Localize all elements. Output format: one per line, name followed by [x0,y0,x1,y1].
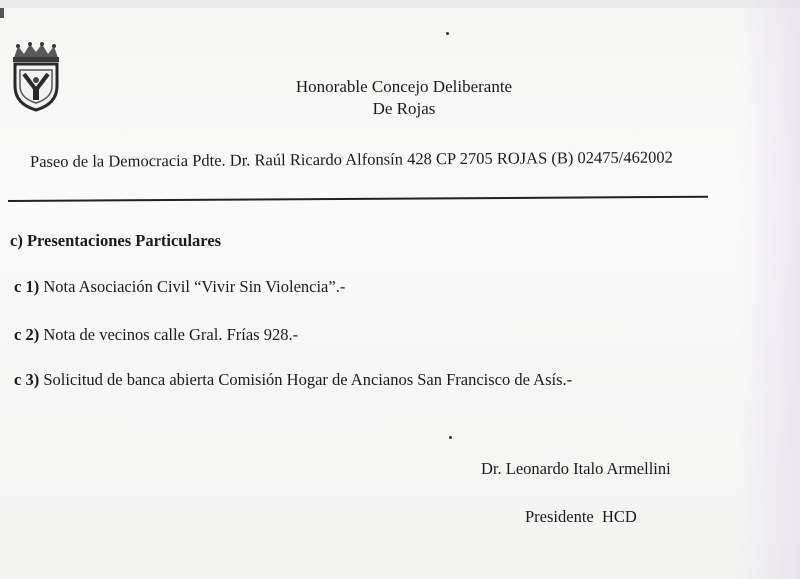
item-label: c 1) [14,277,40,296]
item-label: c 3) [14,370,40,389]
scan-top-edge [0,0,800,8]
item-label: c 2) [14,325,40,344]
scan-corner-mark [0,8,4,18]
section-heading: c) Presentaciones Particulares [10,231,222,250]
item-text: Solicitud de banca abierta Comisión Hogar de Ancianos San Francisco de Asís.- [39,370,573,389]
list-item [14,370,572,390]
institution-city: De Rojas [372,99,436,118]
item-text: Nota de vecinos calle Gral. Frías 928.- [39,325,299,344]
institution-name: Honorable Concejo Deliberante [295,77,513,96]
list-item [14,325,298,345]
institution-heading [0,76,800,120]
address-line: Paseo de la Democracia Pdte. Dr. Raúl Ricardo Alfonsín 428 CP 2705 ROJAS (B) 02475/462002 [29,147,673,171]
scan-speck [446,32,449,35]
scan-speck [449,436,452,439]
list-item [14,277,345,297]
header-divider [8,196,708,202]
signatory-role: Presidente HCD [525,507,637,526]
signatory-name: Dr. Leonardo Italo Armellini [481,459,671,478]
item-text: Nota Asociación Civil “Vivir Sin Violencia”.- [39,277,346,296]
